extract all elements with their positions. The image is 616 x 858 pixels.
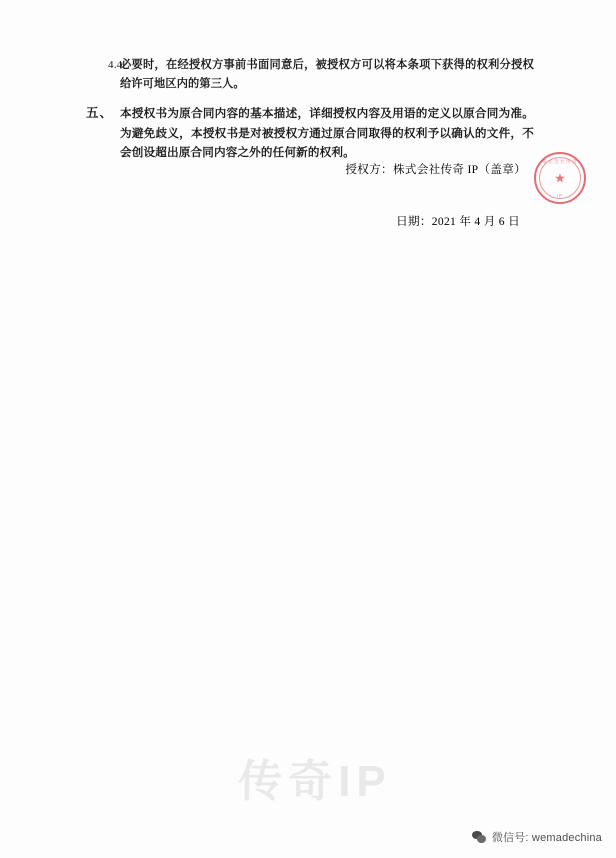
footer-wechat-id: 微信号: wemadechina — [491, 832, 602, 844]
page-watermark: 传奇IP — [238, 757, 392, 806]
wechat-icon — [472, 831, 487, 844]
stamp-inner-ring — [539, 157, 581, 199]
stamp-outer-ring — [534, 152, 586, 204]
star-icon: ★ — [554, 170, 566, 186]
company-seal-stamp — [534, 152, 586, 204]
clause-5 — [86, 104, 534, 163]
clause-text: 必要时，在经授权方事前书面同意后，被授权方可以将本条项下获得的权利分授权给许可地区内的第三人。 — [120, 59, 534, 90]
clause-4-4 — [86, 56, 534, 94]
clause-number: 五、 — [86, 106, 114, 120]
footer-bar — [0, 824, 616, 850]
document-body — [86, 56, 534, 173]
clause-text: 本授权书为原合同内容的基本描述，详细授权内容及用语的定义以原合同为准。为避免歧义，本授权书是对被授权方通过原合同取得的权利予以确认的文件，不会创设超出原合同内容之外的任何新的权利。 — [120, 107, 534, 159]
date-line: 日期：2021 年 4 月 6 日 — [396, 215, 520, 228]
grantor-line: 授权方：株式会社传奇 IP（盖章） — [345, 163, 526, 176]
stamp-top-text: 株式会社传奇 — [542, 159, 578, 164]
signature-block — [86, 160, 534, 232]
stamp-bottom-text: IP — [556, 193, 564, 198]
clause-number: 4.4 — [108, 59, 123, 71]
